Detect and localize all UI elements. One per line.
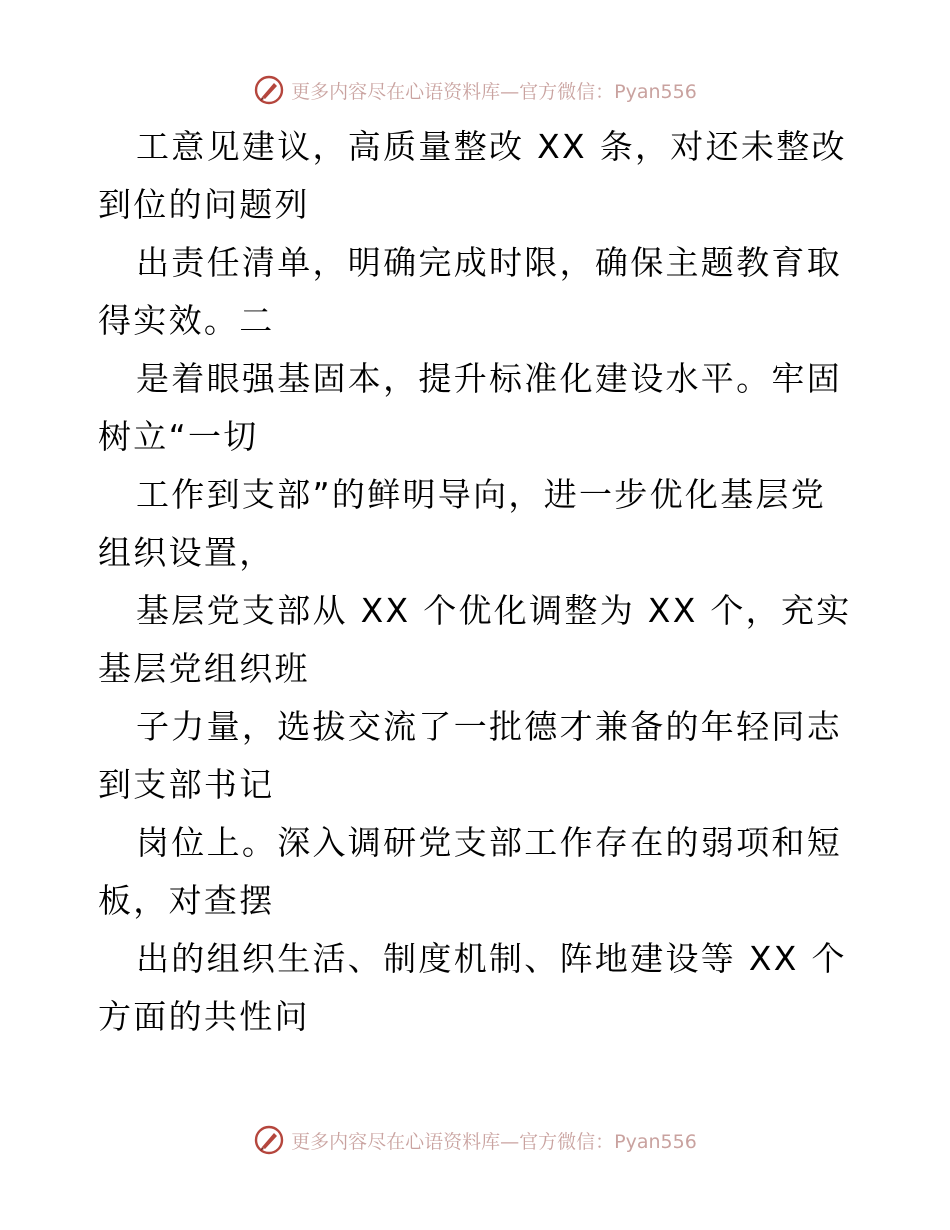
pen-logo-icon — [253, 74, 285, 106]
pen-logo-icon — [253, 1124, 285, 1156]
watermark-id: Pyan556 — [614, 80, 697, 103]
document-body — [98, 118, 858, 1046]
paragraph: 出的组织生活、制度机制、阵地建设等 XX 个方面的共性问 — [98, 939, 847, 1036]
watermark-id: Pyan556 — [614, 1130, 697, 1153]
paragraph: 工意见建议，高质量整改 XX 条，对还未整改到位的问题列 — [98, 127, 847, 224]
footer-watermark — [0, 1120, 950, 1160]
header-watermark — [0, 70, 950, 110]
watermark-text: 更多内容尽在心语资料库—官方微信：Pyan556 — [291, 1130, 697, 1153]
paragraph: 出责任清单，明确完成时限，确保主题教育取得实效。二 — [98, 243, 842, 340]
paragraph: 子力量，选拔交流了一批德才兼备的年轻同志到支部书记 — [98, 707, 842, 804]
paragraph: 工作到支部”的鲜明导向，进一步优化基层党组织设置， — [98, 475, 827, 572]
paragraph: 是着眼强基固本，提升标准化建设水平。牢固树立“一切 — [98, 359, 842, 456]
watermark-text: 更多内容尽在心语资料库—官方微信：Pyan556 — [291, 80, 697, 103]
paragraph: 基层党支部从 XX 个优化调整为 XX 个，充实基层党组织班 — [98, 591, 852, 688]
paragraph: 岗位上。深入调研党支部工作存在的弱项和短板，对查摆 — [98, 823, 842, 920]
